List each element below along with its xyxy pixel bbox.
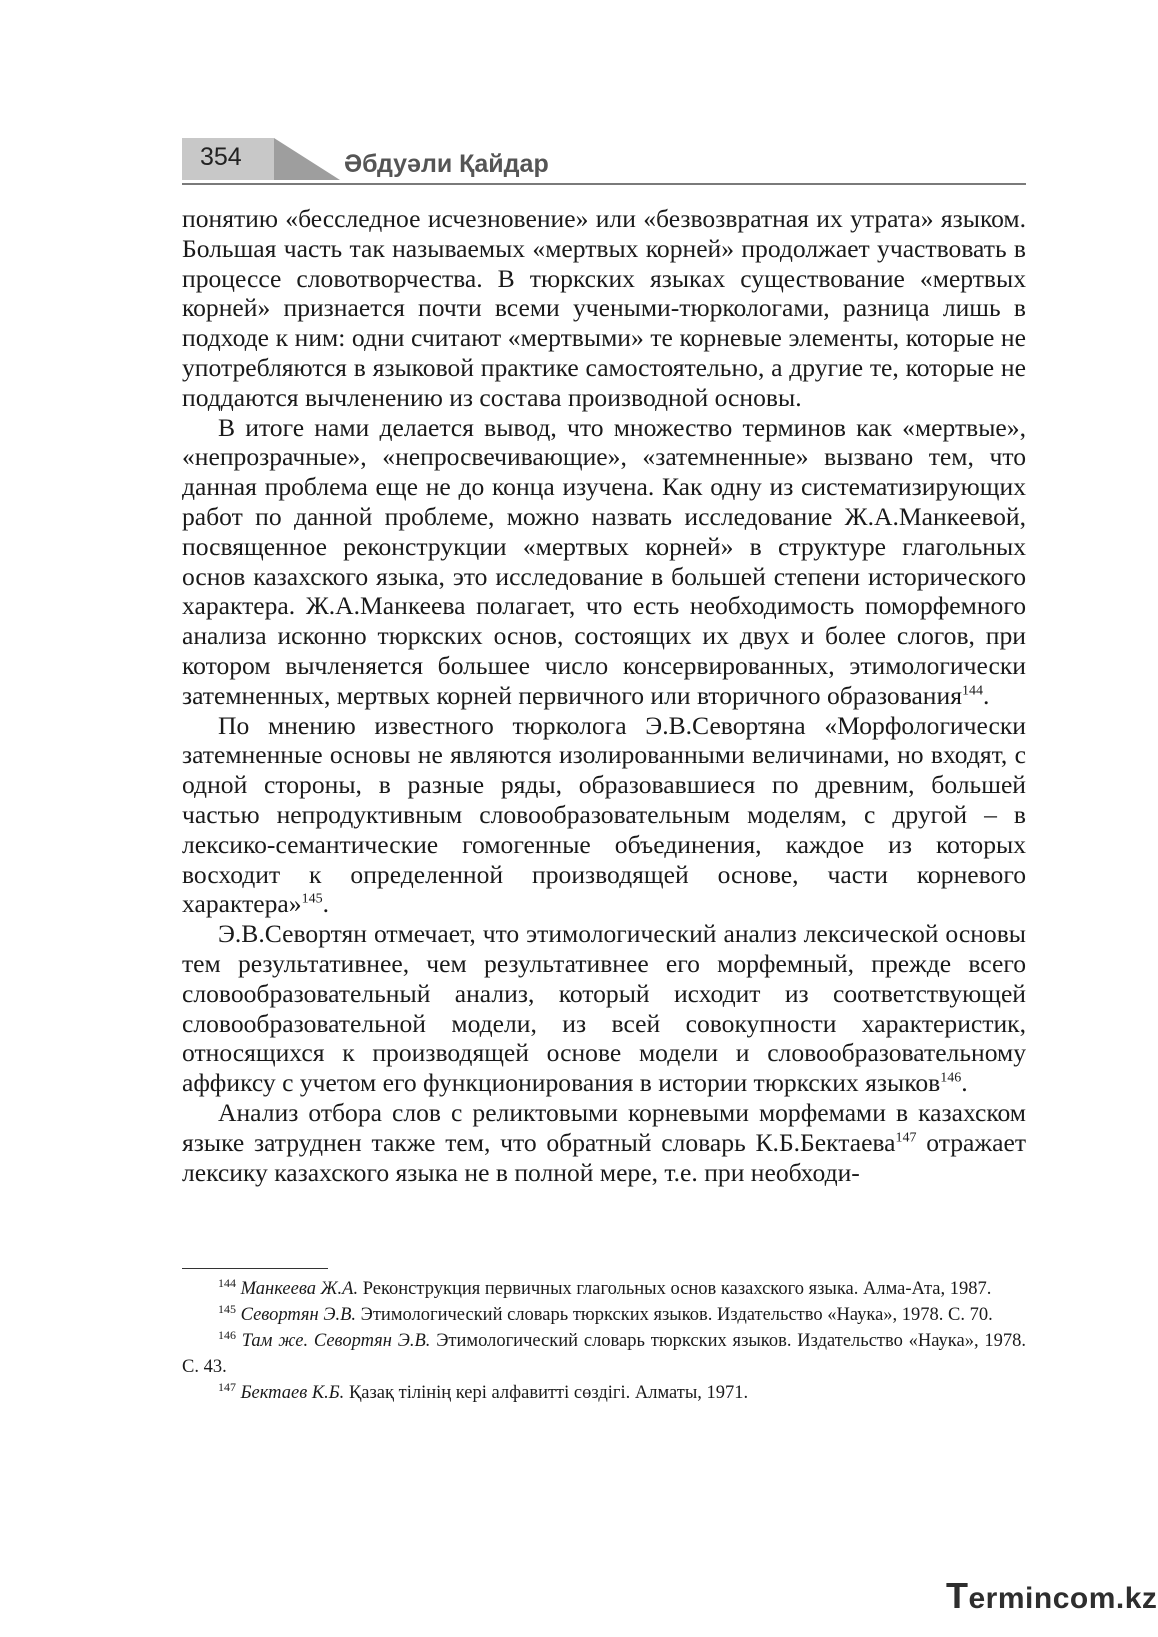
- footnote-144: $^{144}$ Манкеева Ж.А. Реконструкция первичных глагольных основ казахского языка. Алма-Ата, 1987.: [218, 1275, 992, 1299]
- paragraph-2: В итоге нами делается вывод, что множество терминов как «мертвые», «непрозрачные», «непросвечивающие», «затемненные» вызвано тем, что данная проблема еще не до конца изучена. Как одну из систематизирующих работ по данной проблеме, можно назвать исследование Ж.А.Манкеевой, посвященное реконструкции «мертвых корней» в структуре глагольных основ казахского языка, это исследование в большей степени исторического характера. Ж.А.Манкеева полагает, что есть необходимость поморфемного анализа исконно тюркских основ, состоящих их двух и более слогов, при котором вычленяется большее число консервированных, этимологически затемненных, мертвых корней первичного или вторичного образования$^{144}$.: [182, 412, 1026, 710]
- header-wedge: [274, 138, 340, 180]
- footnote-ref-144[interactable]: 144: [961, 683, 983, 699]
- footnote-separator: [182, 1268, 328, 1269]
- footnote-146: $^{146}$ Там же. Севортян Э.В. Этимологический словарь тюркских языков. Издательство «Наука», 1978. С. 43.: [182, 1327, 1026, 1377]
- footnote-147: $^{147}$ Бектаев К.Б. Қазақ тілінің кері алфавитті сөздігі. Алматы, 1971.: [218, 1379, 749, 1403]
- header-rule: [182, 183, 1026, 185]
- page-number: 354: [200, 143, 242, 171]
- footnote-ref-145[interactable]: 145: [301, 891, 323, 907]
- body-text: [182, 204, 1026, 1187]
- paragraph-3: По мнению известного тюрколога Э.В.Севортяна «Морфологически затемненные основы не являются изолированными величинами, но входят, с одной стороны, в разные ряды, образовавшиеся по древним, большей частью непродуктивным словообразовательным моделям, с другой – в лексико-семантические гомогенные объединения, каждое из которых восходит к определенной производящей основе, части корневого характера»$^{145}$.: [182, 710, 1026, 919]
- paragraph-5: Анализ отбора слов с реликтовыми корневыми морфемами в казахском языке затруднен также тем, что обратный словарь К.Б.Бектаева$^{147}$ отражает лексику казахского языка не в полной мере, т.е. при необходи-: [182, 1097, 1027, 1187]
- footnotes: [182, 1276, 1026, 1406]
- footnote-ref-147[interactable]: 147: [895, 1130, 917, 1146]
- footnote-ref-146[interactable]: 146: [940, 1070, 962, 1086]
- running-head-author: Әбдуәли Қайдар: [344, 150, 549, 178]
- paragraph-1: понятию «бесследное исчезновение» или «безвозвратная их утрата» языком. Большая часть так называемых «мертвых корней» продолжает участвовать в процессе словотворчества. В тюркских языках существование «мертвых корней» признается почти всеми учеными-тюркологами, разница лишь в подходе к ним: одни считают «мертвыми» те корневые элементы, которые не употребляются в языковой практике самостоятельно, а другие те, которые не поддаются вычленению из состава производной основы.: [182, 204, 1026, 412]
- paragraph-4: Э.В.Севортян отмечает, что этимологический анализ лексической основы тем результативнее, чем результативнее его морфемный, прежде всего словообразовательный анализ, который исходит из соответствующей словообразовательной модели, из всей совокупности характеристик, относящихся к производящей основе модели и словообразовательному аффиксу с учетом его функционирования в истории тюркских языков$^{146}$.: [182, 919, 1026, 1098]
- termincom-watermark: Termincom.kz: [946, 1575, 1158, 1616]
- footnote-145: $^{145}$ Севортян Э.В. Этимологический словарь тюркских языков. Издательство «Наука», 1978. С. 70.: [218, 1301, 993, 1325]
